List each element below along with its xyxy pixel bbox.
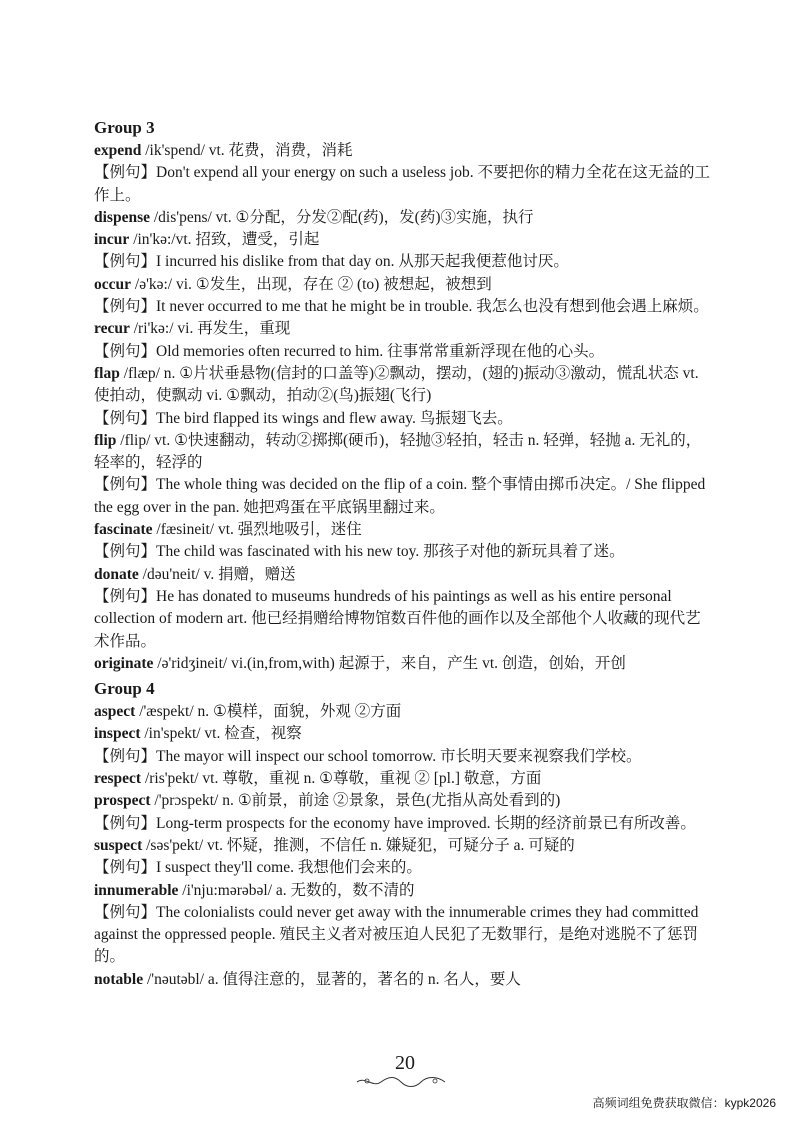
definition: /flip/ vt. ①快速翻动，转动②掷掷(硬币)，轻抛③轻拍，轻击 n. 轻弹，轻抛 a. 无礼的，轻率的，轻浮的 xyxy=(94,431,702,472)
headword: fascinate xyxy=(94,521,153,539)
entry-line xyxy=(94,140,716,162)
headword: donate xyxy=(94,565,139,583)
entry-line xyxy=(94,229,716,251)
example-sentence: 【例句】The whole thing was decided on the flip of a coin. 整个事情由掷币决定。/ She flipped the egg over in the pan. 她把鸡蛋在平底锅里翻过来。 xyxy=(94,476,706,516)
headword: originate xyxy=(94,654,154,672)
entry-line xyxy=(94,519,716,541)
example-sentence: 【例句】The colonialists could never get away with the innumerable crimes they had committed against the oppressed people. 殖民主义者对被压迫人民犯了无数罪行，是绝对逃脱不了惩罚的。 xyxy=(94,903,699,966)
headword: expend xyxy=(94,142,142,159)
entry-line xyxy=(94,653,716,675)
headword: prospect xyxy=(94,792,151,810)
page-content xyxy=(94,114,716,991)
page-number: 20 xyxy=(395,1052,415,1074)
entry-line xyxy=(94,723,716,745)
headword: inspect xyxy=(94,725,141,743)
group-heading: Group 3 xyxy=(94,118,155,137)
entry-line xyxy=(94,835,716,857)
example-sentence: 【例句】The bird flapped its wings and flew away. 鸟振翅飞去。 xyxy=(94,409,513,427)
headword: flap xyxy=(94,364,120,382)
entry-line xyxy=(94,363,716,408)
example-sentence: 【例句】The mayor will inspect our school tomorrow. 市长明天要来视察我们学校。 xyxy=(94,747,642,765)
entry-line xyxy=(94,318,716,340)
entry-line xyxy=(94,564,716,586)
example-sentence: 【例句】It never occurred to me that he might be in trouble. 我怎么也没有想到他会遇上麻烦。 xyxy=(94,298,709,316)
footer-promo: 高频词组免费获取微信：kypk2026 xyxy=(592,1096,776,1110)
headword: suspect xyxy=(94,836,143,854)
definition: /ə'ridʒineit/ vi.(in,from,with) 起源于，来自，产生 vt. 创造，创始，开创 xyxy=(153,654,626,672)
entry-line xyxy=(94,880,716,902)
entry-line xyxy=(94,790,716,812)
entry-line xyxy=(94,274,716,296)
definition: /'prɔspekt/ n. ①前景，前途 ②景象，景色(尤指从高处看到的) xyxy=(150,792,561,810)
example-sentence: 【例句】Long-term prospects for the economy have improved. 长期的经济前景已有所改善。 xyxy=(94,814,696,832)
definition: /ri'kə:/ vi. 再发生，重现 xyxy=(129,320,291,338)
headword: aspect xyxy=(94,703,136,721)
headword: flip xyxy=(94,431,117,449)
headword: respect xyxy=(94,770,142,788)
entry-line xyxy=(94,969,716,991)
headword: recur xyxy=(94,320,130,338)
entry-line xyxy=(94,207,716,229)
example-sentence: 【例句】I suspect they'll come. 我想他们会来的。 xyxy=(94,859,422,877)
page-ornament xyxy=(355,1074,447,1088)
definition: /dəu'neit/ v. 捐赠，赠送 xyxy=(138,565,296,583)
group-heading: Group 4 xyxy=(94,679,155,699)
definition: /fæsineit/ vt. 强烈地吸引，迷住 xyxy=(152,521,362,539)
definition: /i'nju:mərəbəl/ a. 无数的，数不清的 xyxy=(178,881,415,899)
definition: /'nəutəbl/ a. 值得注意的，显著的，著名的 n. 名人，要人 xyxy=(143,970,521,988)
definition: /in'spekt/ vt. 检查，视察 xyxy=(140,725,302,743)
headword: incur xyxy=(94,231,130,249)
example-sentence: 【例句】He has donated to museums hundreds of his paintings as well as his entire personal collection of modern art. 他已经捐赠给博物馆数百件他的画作以及全部他个人收藏的现代艺术作品。 xyxy=(94,587,701,650)
definition: /ris'pekt/ vt. 尊敬，重视 n. ①尊敬，重视 ② [pl.] 敬意，方面 xyxy=(141,770,542,788)
headword: notable xyxy=(94,970,144,988)
entry-line xyxy=(94,701,716,723)
entry-line xyxy=(94,768,716,790)
definition: /ik'spend/ vt. 花费，消费，消耗 xyxy=(141,142,353,159)
headword: occur xyxy=(94,275,132,293)
headword: dispense xyxy=(94,208,150,226)
definition: /dis'pens/ vt. ①分配，分发②配(药)，发(药)③实施，执行 xyxy=(150,208,534,226)
entry-line xyxy=(94,430,716,475)
example-sentence: 【例句】Old memories often recurred to him. 往事常常重新浮现在他的心头。 xyxy=(94,342,605,360)
definition: /flæp/ n. ①片状垂悬物(信封的口盖等)②飘动，摆动，(翅的)振动③激动，慌乱状态 vt. 使拍动，使飘动 vi. ①飘动，拍动②(鸟)振翅(飞行) xyxy=(94,364,699,405)
definition: /'æspekt/ n. ①模样，面貌，外观 ②方面 xyxy=(135,703,402,721)
example-sentence: 【例句】I incurred his dislike from that day on. 从那天起我便惹他讨厌。 xyxy=(94,253,569,271)
headword: innumerable xyxy=(94,881,179,899)
example-sentence: 【例句】Don't expend all your energy on such a useless job. 不要把你的精力全花在这无益的工作上。 xyxy=(94,164,710,204)
definition: /in'kə:/vt. 招致，遭受，引起 xyxy=(129,231,320,249)
definition: /səs'pekt/ vt. 怀疑，推测，不信任 n. 嫌疑犯，可疑分子 a. 可疑的 xyxy=(142,836,575,854)
definition: /ə'kə:/ vi. ①发生，出现，存在 ② (to) 被想起，被想到 xyxy=(131,275,492,293)
example-sentence: 【例句】The child was fascinated with his new toy. 那孩子对他的新玩具着了迷。 xyxy=(94,543,625,561)
